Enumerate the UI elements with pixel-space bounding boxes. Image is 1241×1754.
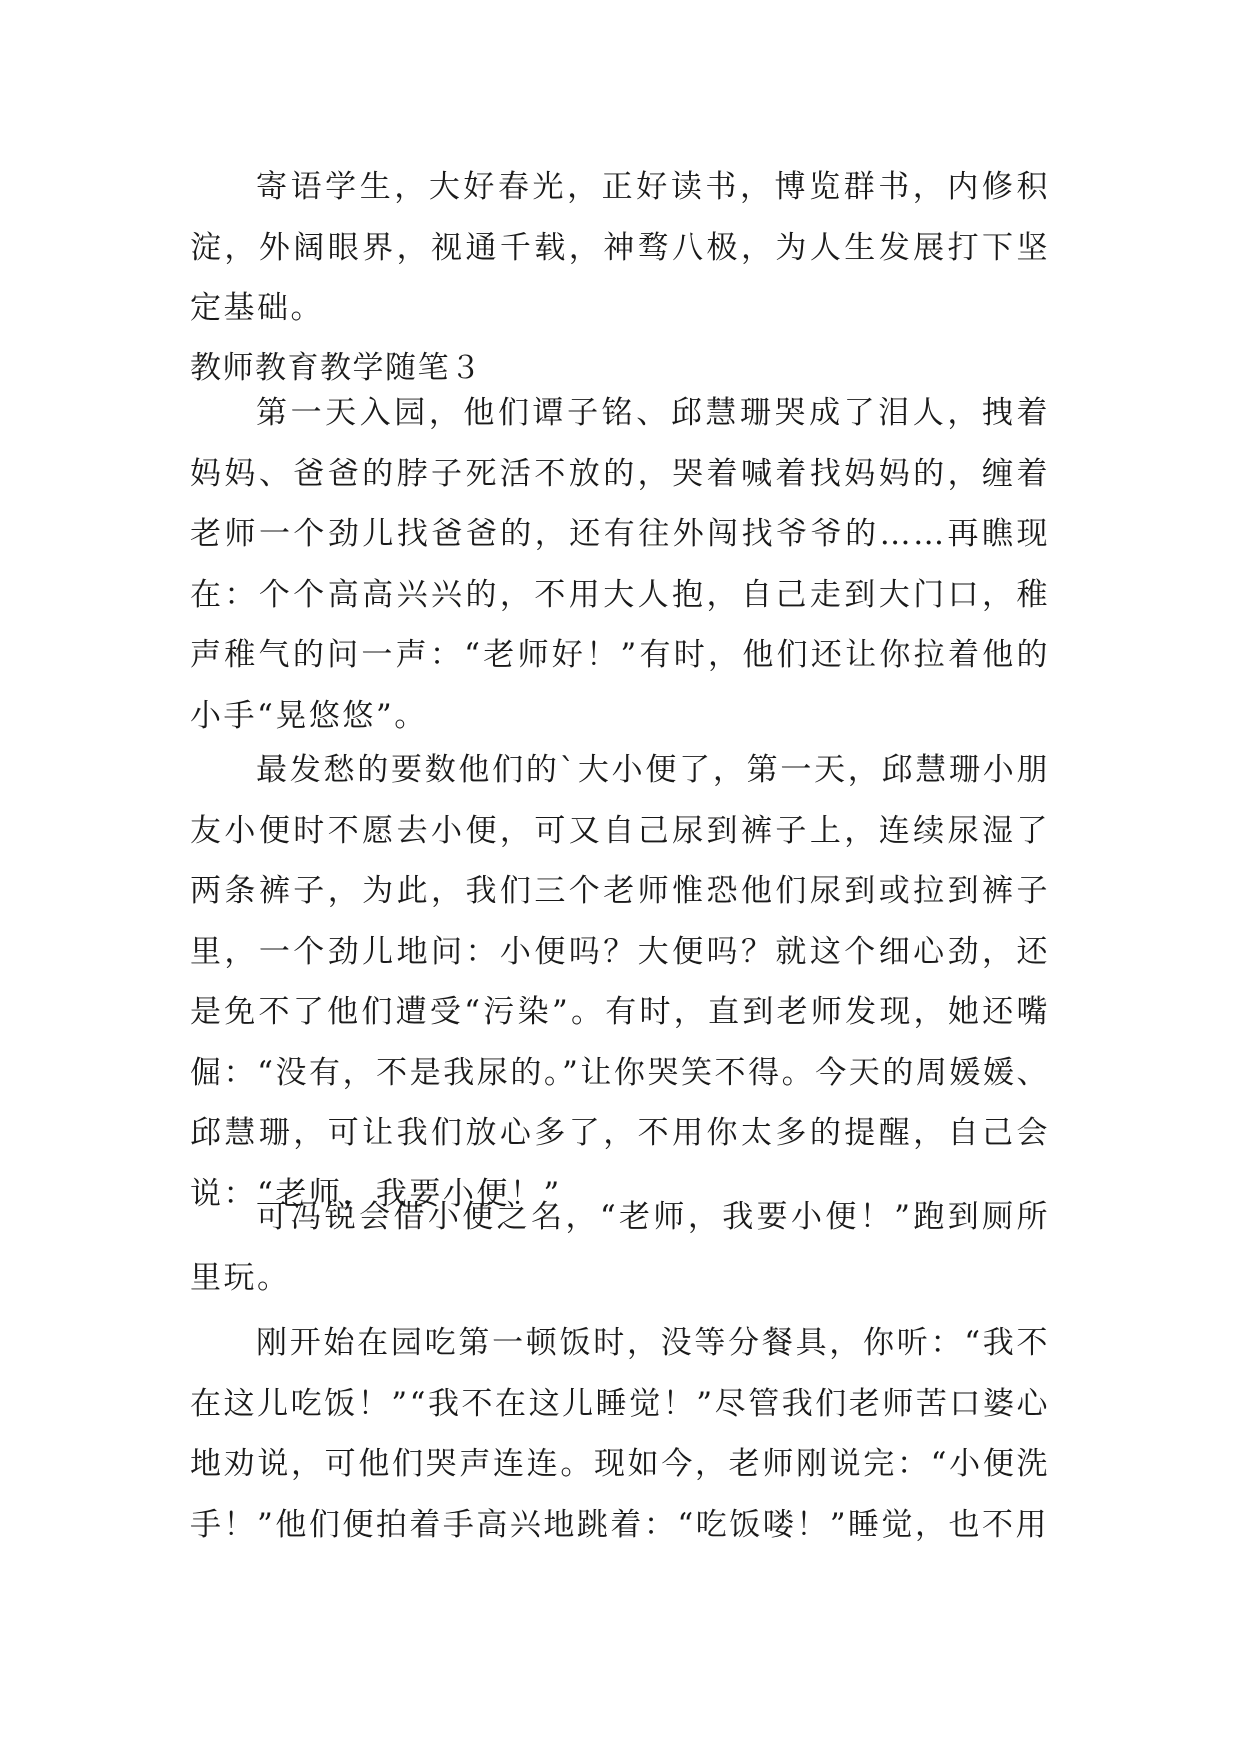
section-heading: 教师教育教学随笔３ <box>190 350 483 386</box>
paragraph-first-day: 第一天入园，他们谭子铭、邱慧珊哭成了泪人，拽着妈妈、爸爸的脖子死活不放的，哭着喊着找妈妈的，缠着老师一个劲儿找爸爸的，还有往外闯找爷爷的……再瞧现在：个个高高兴兴的，不用大人抱，自己走到大门口，稚声稚气的问一声：“老师好！”有时，他们还让你拉着他的小手“晃悠悠”。 <box>190 395 1050 734</box>
paragraph-message-to-students: 寄语学生，大好春光，正好读书，博览群书，内修积淀，外阔眼界，视通千载，神骛八极，为人生发展打下坚定基础。 <box>190 169 1050 326</box>
paragraph-feng-rui: 可冯锐会借小便之名，“老师，我要小便！”跑到厕所里玩。 <box>190 1199 1050 1296</box>
paragraph-toilet: 最发愁的要数他们的`大小便了，第一天，邱慧珊小朋友小便时不愿去小便，可又自己尿到裤子上，连续尿湿了两条裤子，为此，我们三个老师惟恐他们尿到或拉到裤子里，一个劲儿地问：小便吗？大便吗？就这个细心劲，还是免不了他们遭受“污染”。有时，直到老师发现，她还嘴倔：“没有，不是我尿的。”让你哭笑不得。今天的周媛媛、邱慧珊，可让我们放心多了，不用你太多的提醒，自己会说：“老师，我要小便！” <box>190 752 1050 1212</box>
paragraph-first-meal: 刚开始在园吃第一顿饭时，没等分餐具，你听：“我不在这儿吃饭！”“我不在这儿睡觉！”尽管我们老师苦口婆心地劝说，可他们哭声连连。现如今，老师刚说完：“小便洗手！”他们便拍着手高兴地跳着：“吃饭喽！”睡觉，也不用 <box>190 1325 1050 1543</box>
